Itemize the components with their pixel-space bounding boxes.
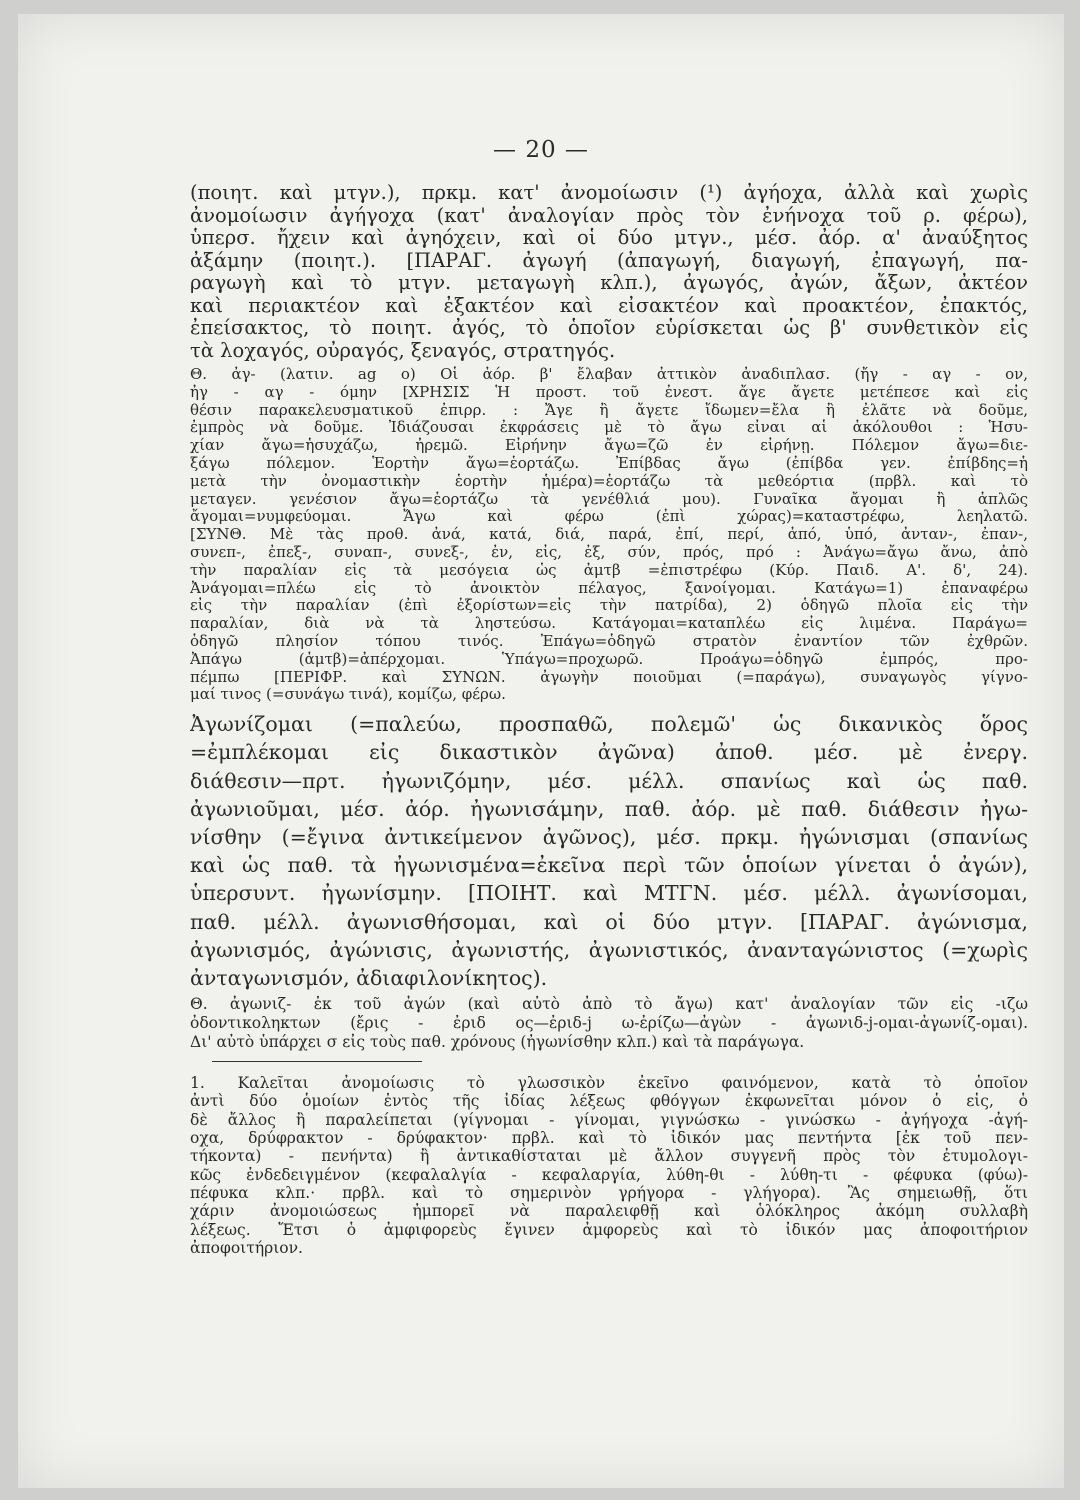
text-line: πέμπω [ΠΕΡΙΦΡ. καὶ ΣΥΝΩΝ. ἀγωγὴν ποιοῦμαι (=παράγω), συναγωγὸς γίγνο- (190, 668, 1028, 686)
text-line: ἀγωνισμός, ἀγώνισις, ἀγωνιστής, ἀγωνιστικός, ἀνανταγώνιστος (=χωρὶς (190, 937, 1028, 962)
text-line: ἀγωνιοῦμαι, μέσ. ἀόρ. ἠγωνισάμην, παθ. ἀόρ. μὲ παθ. διάθεσιν ἠγω- (190, 796, 1028, 821)
paragraph-entry-agonizomai (190, 710, 1028, 992)
text-line: εἰς τὴν παραλίαν (ἐπὶ ἐξορίστων=εἰς τὴν πατρίδα), 2) ὁδηγῶ πλοῖα εἰς τὴν (190, 597, 1028, 615)
text-line: ἀνομοίωσιν ἀγήγοχα (κατ' ἀναλογίαν πρὸς τὸν ἐνήνοχα τοῦ ρ. φέρω), (190, 204, 1028, 227)
text-line: μεταγεν. γενέσιον ἄγω=ἑορτάζω τὰ γενέθλιά μου). Γυναῖκα ἄγομαι ἢ ἁπλῶς (190, 490, 1028, 508)
text-line: Ἀπάγω (ἀμτβ)=ἀπέρχομαι. Ὑπάγω=προχωρῶ. Προάγω=ὁδηγῶ ἐμπρός, προ- (190, 650, 1028, 668)
text-line: ὁδηγῶ πλησίον τόπου τινός. Ἐπάγω=ὁδηγῶ στρατὸν ἐναντίον τῶν ἐχθρῶν. (190, 632, 1028, 650)
text-line: δὲ ἄλλος ἢ παραλείπεται (γίγνομαι - γίνομαι, γιγνώσκω - γινώσκω - ἀγήγοχα -ἀγή- (190, 1110, 1028, 1129)
text-line: συνεπ-, ἐπεξ-, συναπ-, συνεξ-, ἐν, εἰς, ἐξ, σύν, πρός, πρό : Ἀνάγω=ἄγω ἄνω, ἀπὸ (190, 543, 1028, 561)
text-line: χάριν ἀνομοιώσεως ἠμπορεῖ νὰ παραλειφθῇ καὶ ὁλόκληρος ἀκόμη συλλαβὴ (190, 1202, 1028, 1221)
text-line: διάθεσιν—πρτ. ἠγωνιζόμην, μέσ. μέλλ. σπανίως καὶ ὡς παθ. (190, 768, 1028, 793)
text-line: μαί τινος (=συνάγω τινά), κομίζω, φέρω. (190, 686, 506, 704)
text-line: τήκοντα) - πενήντα) ἢ ἀντικαθίσταται μὲ ἄλλον συγγενῆ πρὸς τὸν ἐτυμολογι- (190, 1147, 1028, 1166)
document-page (18, 14, 1064, 1488)
text-line: παθ. μέλλ. ἀγωνισθήσομαι, καὶ οἱ δύο μτγν. [ΠΑΡΑΓ. ἀγώνισμα, (190, 909, 1028, 934)
text-line: ἄγομαι=νυμφεύομαι. Ἄγω καὶ φέρω (ἐπὶ χώρας)=καταστρέφω, λεηλατῶ. (190, 508, 1028, 526)
text-line: ἀξάμην (ποιητ.). [ΠΑΡΑΓ. ἀγωγή (ἀπαγωγή, διαγωγή, ἐπαγωγή, πα- (190, 249, 1028, 272)
text-line: Θ. ἀγωνιζ- ἐκ τοῦ ἀγών (καὶ αὐτὸ ἀπὸ τὸ ἄγω) κατ' ἀναλογίαν τῶν εἰς -ιζω (190, 995, 1028, 1014)
text-line: θέσιν παρακελευσματικοῦ ἐπιρρ. : Ἄγε ἢ ἄγετε ἴδωμεν=ἔλα ἢ ἐλᾶτε νὰ δοῦμε, (190, 401, 1028, 419)
text-line: λέξεως. Ἔτσι ὁ ἀμφιφορεὺς ἔγινεν ἀμφορεὺς καὶ τὸ ἰδικόν μας ἀποφοιτήριον (190, 1220, 1028, 1239)
text-line: νίσθην (=ἔγινα ἀντικείμενον ἀγῶνος), μέσ. πρκμ. ἠγώνισμαι (σπανίως (190, 824, 1028, 849)
text-line: 1. Καλεῖται ἀνομοίωσις τὸ γλωσσικὸν ἐκεῖνο φαινόμενον, κατὰ τὸ ὁποῖον (190, 1074, 1028, 1093)
text-line: χίαν ἄγω=ἡσυχάζω, ἠρεμῶ. Εἰρήνην ἄγω=ζῶ ἐν εἰρήνῃ. Πόλεμον ἄγω=διε- (190, 437, 1028, 455)
footnote-1 (190, 1074, 1028, 1257)
text-line: ξάγω πόλεμον. Ἑορτὴν ἄγω=ἑορτάζω. Ἐπίβδας ἄγω (ἐπίβδα γεν. ἐπίβδης=ἡ (190, 454, 1028, 472)
text-line: (ποιητ. καὶ μτγν.), πρκμ. κατ' ἀνομοίωσιν (¹) ἀγήοχα, ἀλλὰ καὶ χωρὶς (190, 182, 1028, 204)
footnote-separator (212, 1061, 422, 1062)
paragraph-theme-agoniz (190, 995, 1028, 1052)
text-line: πέφυκα κλπ.· πρβλ. καὶ τὸ σημερινὸν γρήγορα - γλήγορα). Ἂς σημειωθῇ, ὅτι (190, 1183, 1028, 1202)
text-line: Δι' αὐτὸ ὑπάρχει σ εἰς τοὺς παθ. χρόνους (ἠγωνίσθην κλπ.) καὶ τὰ παράγωγα. (190, 1033, 805, 1052)
paragraph-theme-agw (190, 366, 1028, 704)
text-line: =ἐμπλέκομαι εἰς δικαστικὸν ἀγῶνα) ἀποθ. μέσ. μὲ ἐνεργ. (190, 740, 1028, 765)
text-line: τὴν παραλίαν εἰς τὰ μεσόγεια ὡς ἀμτβ =ἐπιστρέφω (Κύρ. Παιδ. Α'. δ', 24). (190, 561, 1028, 579)
text-line: ἠγ - αγ - όμην [ΧΡΗΣΙΣ Ἡ προστ. τοῦ ἐνεστ. ἄγε ἄγετε μετέπεσε καὶ εἰς (190, 383, 1028, 401)
text-line: μετὰ τὴν ὀνομαστικὴν ἑορτὴν ἡμέρα)=ἑορτάζω τὰ μεθεόρτια (πρβλ. καὶ τὸ (190, 472, 1028, 490)
page-number: — 20 — (493, 137, 589, 163)
page-body (190, 182, 1028, 1257)
paragraph-etymology-forms (190, 182, 1028, 362)
text-line: ὀδοντικοληκτων (ἔρις - ἐριδ ος—ἐριδ-j ω-ἐρίζω—ἀγὼν - ἀγωνιδ-j-ομαι-ἀγωνίζ-ομαι). (190, 1014, 1028, 1033)
text-line: οχα, δρύφρακτον - δρύφακτον· πρβλ. καὶ τὸ ἰδικόν μας πεντήντα [ἐκ τοῦ πεν- (190, 1129, 1028, 1148)
text-line: ὑπερσυντ. ἠγωνίσμην. [ΠΟΙΗΤ. καὶ ΜΤΓΝ. μέσ. μέλλ. ἀγωνίσομαι, (190, 881, 1028, 906)
text-line: καὶ περιακτέον καὶ ἐξακτέον καὶ εἰσακτέον καὶ προακτέον, ἐπακτός, (190, 294, 1028, 317)
text-line: ὑπερσ. ἤχειν καὶ ἀγηόχειν, καὶ οἱ δύο μτγν., μέσ. ἀόρ. α' ἀναύξητος (190, 227, 1028, 249)
text-line: Ἀγωνίζομαι (=παλεύω, προσπαθῶ, πολεμῶ' ὡς δικανικὸς ὅρος (190, 712, 1028, 737)
text-line: ἀντὶ δύο ὁμοίων ἐντὸς τῆς ἰδίας λέξεως φθόγγων ἐκφωνεῖται μόνον ὁ εἷς, ὁ (190, 1092, 1028, 1111)
text-line: ἐμπρὸς νὰ δοῦμε. Ἰδιάζουσαι ἐκφράσεις μὲ τὸ ἄγω εἶναι αἱ ἀκόλουθοι : Ἡσυ- (190, 419, 1028, 437)
text-line: ἀνταγωνισμόν, ἀδιαφιλονίκητος). (190, 965, 548, 990)
text-line: ραγωγὴ καὶ τὸ μτγν. μεταγωγὴ κλπ.), ἀγωγός, ἀγών, ἄξων, ἀκτέον (190, 272, 1028, 294)
text-line: [ΣΥΝΘ. Μὲ τὰς προθ. ἀνά, κατά, διά, παρά, ἐπί, περί, ἀπό, ὑπό, ἀνταν-, ἐπαν-, (190, 526, 1028, 544)
text-line: καὶ ὡς παθ. τὰ ἠγωνισμένα=ἐκεῖνα περὶ τῶν ὁποίων γίνεται ὁ ἀγών), (190, 853, 1028, 878)
text-line: ἐπείσακτος, τὸ ποιητ. ἀγός, τὸ ὁποῖον εὑρίσκεται ὡς β' συνθετικὸν εἰς (190, 317, 1028, 339)
text-line: κῶς ἐνδεδειγμένον (κεφαλαλγία - κεφαλαργία, λύθη-θι - λύθη-τι - φέφυκα (φύω)- (190, 1165, 1028, 1184)
text-line: Θ. ἀγ- (λατιν. ag o) Οἱ ἀόρ. β' ἔλαβαν ἀττικὸν ἀναδιπλασ. (ἤγ - αγ - ον, (190, 366, 1028, 383)
text-line: ἀποφοιτήριον. (190, 1238, 303, 1257)
text-line: Ἀνάγομαι=πλέω εἰς τὸ ἀνοικτὸν πέλαγος, ξανοίγομαι. Κατάγω=1) ἐπαναφέρω (190, 579, 1028, 597)
text-line: παραλίαν, διὰ νὰ τὰ ληστεύσω. Κατάγομαι=καταπλέω εἰς λιμένα. Παράγω= (190, 615, 1028, 633)
text-line: τὰ λοχαγός, οὐραγός, ξεναγός, στρατηγός. (190, 339, 616, 362)
